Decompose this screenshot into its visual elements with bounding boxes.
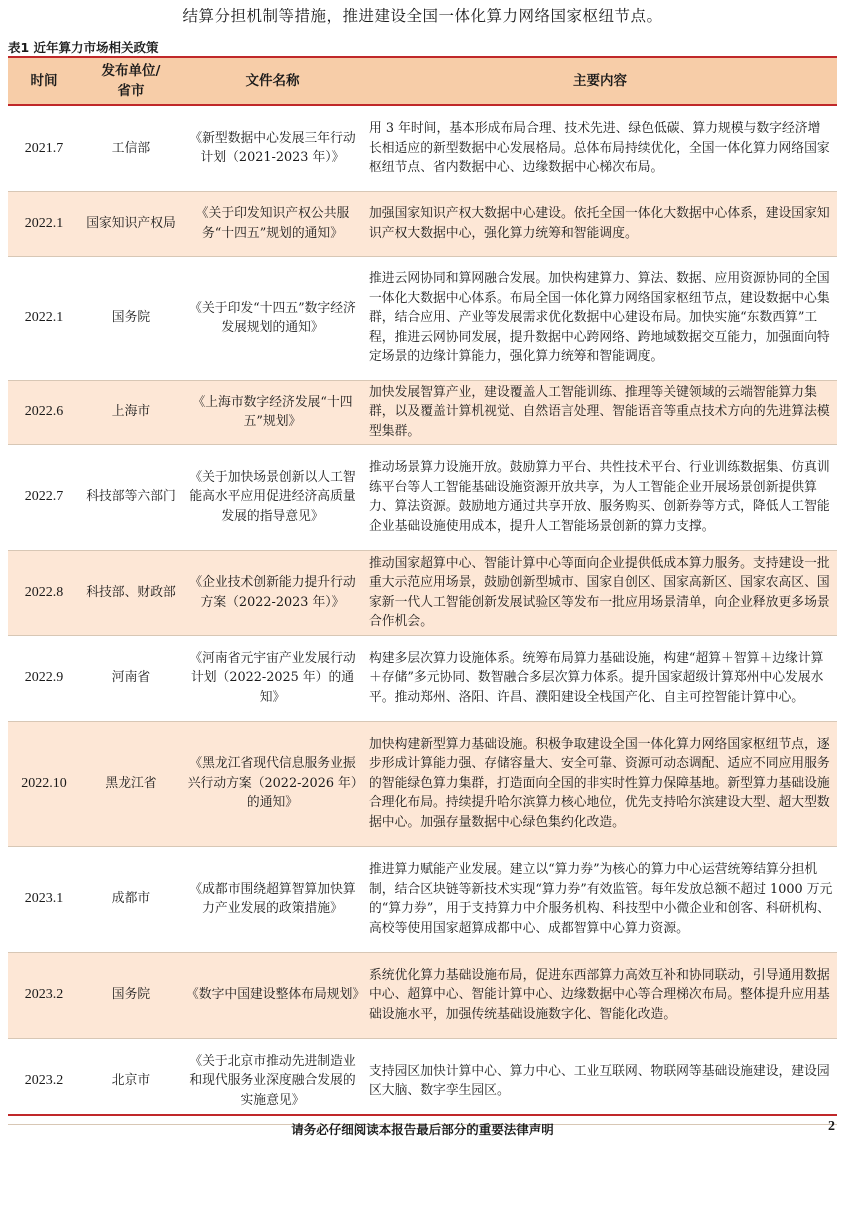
table-caption: 表1 近年算力市场相关政策 [8, 40, 159, 55]
policy-table [8, 56, 837, 1125]
cell-issuer: 黑龙江省 [80, 721, 182, 846]
cell-date: 2022.7 [8, 444, 80, 550]
table-row [8, 635, 837, 721]
cell-content: 用 3 年时间，基本形成布局合理、技术先进、绿色低碳、算力规模与数字经济增长相适应的新型数据中心发展格局。总体布局持续优化，全国一体化算力网络国家枢纽节点、省内数据中心、边缘数据中心梯次布局。 [363, 105, 837, 191]
intro-paragraph: 结算分担机制等措施，推进建设全国一体化算力网络国家枢纽节点。 [182, 7, 663, 25]
cell-document: 《黑龙江省现代信息服务业振兴行动方案（2022-2026 年）的通知》 [182, 721, 363, 846]
cell-date: 2023.2 [8, 952, 80, 1038]
cell-issuer: 国务院 [80, 952, 182, 1038]
cell-date: 2022.9 [8, 635, 80, 721]
cell-document: 《数字中国建设整体布局规划》 [182, 952, 363, 1038]
cell-content: 加快构建新型算力基础设施。积极争取建设全国一体化算力网络国家枢纽节点，逐步形成计算能力强、存储容量大、安全可靠、资源可动态调配、适应不同应用服务的智能绿色算力集群，打造面向全国的非实时性算力保障基地。新型算力基础设施合理化布局。持续提升哈尔滨算力核心地位，优先支持哈尔滨建设大型、超大型数据中心。加强存量数据中心绿色集约化改造。 [363, 721, 837, 846]
cell-issuer: 北京市 [80, 1038, 182, 1124]
cell-document: 《关于印发“十四五”数字经济发展规划的通知》 [182, 256, 363, 380]
cell-content: 支持园区加快计算中心、算力中心、工业互联网、物联网等基础设施建设，建设园区大脑、数字孪生园区。 [363, 1038, 837, 1124]
table-row [8, 952, 837, 1038]
cell-content: 推动场景算力设施开放。鼓励算力平台、共性技术平台、行业训练数据集、仿真训练平台等人工智能基础设施资源开放共享，为人工智能企业开展场景创新提供算力、算法资源。鼓励地方通过共享开放、服务购买、创新券等方式，降低人工智能企业基础设施使用成本，提升人工智能场景创新的算力支撑。 [363, 444, 837, 550]
table-row [8, 721, 837, 846]
table-row [8, 191, 837, 256]
header-content: 主要内容 [363, 57, 837, 105]
cell-document: 《关于加快场景创新以人工智能高水平应用促进经济高质量发展的指导意见》 [182, 444, 363, 550]
cell-document: 《河南省元宇宙产业发展行动计划（2022-2025 年）的通知》 [182, 635, 363, 721]
cell-document: 《新型数据中心发展三年行动计划（2021-2023 年）》 [182, 105, 363, 191]
cell-issuer: 上海市 [80, 380, 182, 444]
cell-document: 《企业技术创新能力提升行动方案（2022-2023 年）》 [182, 550, 363, 635]
footer-divider [8, 1114, 837, 1116]
cell-date: 2023.1 [8, 846, 80, 952]
cell-date: 2021.7 [8, 105, 80, 191]
cell-date: 2022.10 [8, 721, 80, 846]
header-time: 时间 [8, 57, 80, 105]
page-number: 2 [828, 1119, 835, 1134]
table-row [8, 105, 837, 191]
cell-document: 《关于印发知识产权公共服务“十四五”规划的通知》 [182, 191, 363, 256]
legal-notice: 请务必仔细阅读本报告最后部分的重要法律声明 [291, 1122, 554, 1137]
table-header-row [8, 57, 837, 105]
cell-document: 《成都市围绕超算智算加快算力产业发展的政策措施》 [182, 846, 363, 952]
cell-issuer: 成都市 [80, 846, 182, 952]
cell-date: 2022.1 [8, 256, 80, 380]
cell-issuer: 国务院 [80, 256, 182, 380]
cell-date: 2022.8 [8, 550, 80, 635]
cell-content: 推动国家超算中心、智能计算中心等面向企业提供低成本算力服务。支持建设一批重大示范应用场景，鼓励创新型城市、国家自创区、国家高新区、国家农高区、国家新一代人工智能创新发展试验区等发布一批应用场景清单，向企业释放更多场景合作机会。 [363, 550, 837, 635]
cell-content: 推进算力赋能产业发展。建立以“算力券”为核心的算力中心运营统筹结算分担机制，结合区块链等新技术实现“算力券”有效监管。每年发放总额不超过 1000 万元的“算力券”，用于支持算力中介服务机构、科技型中小微企业和创客、科研机构、高校等使用国家超算成都中心、成都智算中心算力资源。 [363, 846, 837, 952]
cell-document: 《上海市数字经济发展“十四五”规划》 [182, 380, 363, 444]
cell-issuer: 国家知识产权局 [80, 191, 182, 256]
table-row [8, 380, 837, 444]
cell-content: 加强国家知识产权大数据中心建设。依托全国一体化大数据中心体系，建设国家知识产权大数据中心，强化算力统筹和智能调度。 [363, 191, 837, 256]
table-row [8, 550, 837, 635]
cell-content: 推进云网协同和算网融合发展。加快构建算力、算法、数据、应用资源协同的全国一体化大数据中心体系。布局全国一体化算力网络国家枢纽节点，建设数据中心集群，结合应用、产业等发展需求优化数据中心建设布局。加快实施“东数西算”工程，推进云网协同发展，提升数据中心跨网络、跨地域数据交互能力，加强面向特定场景的边缘计算能力，强化算力统筹和智能调度。 [363, 256, 837, 380]
cell-issuer: 工信部 [80, 105, 182, 191]
cell-date: 2022.6 [8, 380, 80, 444]
cell-date: 2023.2 [8, 1038, 80, 1124]
cell-issuer: 科技部、财政部 [80, 550, 182, 635]
cell-date: 2022.1 [8, 191, 80, 256]
cell-issuer: 科技部等六部门 [80, 444, 182, 550]
cell-content: 系统优化算力基础设施布局，促进东西部算力高效互补和协同联动，引导通用数据中心、超算中心、智能计算中心、边缘数据中心等合理梯次布局。整体提升应用基础设施水平，加强传统基础设施数字化、智能化改造。 [363, 952, 837, 1038]
cell-document: 《关于北京市推动先进制造业和现代服务业深度融合发展的实施意见》 [182, 1038, 363, 1124]
table-body [8, 105, 837, 1124]
cell-issuer: 河南省 [80, 635, 182, 721]
cell-content: 构建多层次算力设施体系。统筹布局算力基础设施，构建“超算＋智算＋边缘计算＋存储”多元协同、数智融合多层次算力体系。提升国家超级计算郑州中心发展水平。推动郑州、洛阳、许昌、濮阳建设全栈国产化、自主可控智能计算中心。 [363, 635, 837, 721]
table-row [8, 1038, 837, 1124]
table-row [8, 444, 837, 550]
cell-content: 加快发展智算产业，建设覆盖人工智能训练、推理等关键领域的云端智能算力集群，以及覆盖计算机视觉、自然语言处理、智能语音等重点技术方向的先进算法模型集群。 [363, 380, 837, 444]
header-document: 文件名称 [182, 57, 363, 105]
table-row [8, 256, 837, 380]
header-issuer: 发布单位/ 省市 [80, 57, 182, 105]
table-row [8, 846, 837, 952]
